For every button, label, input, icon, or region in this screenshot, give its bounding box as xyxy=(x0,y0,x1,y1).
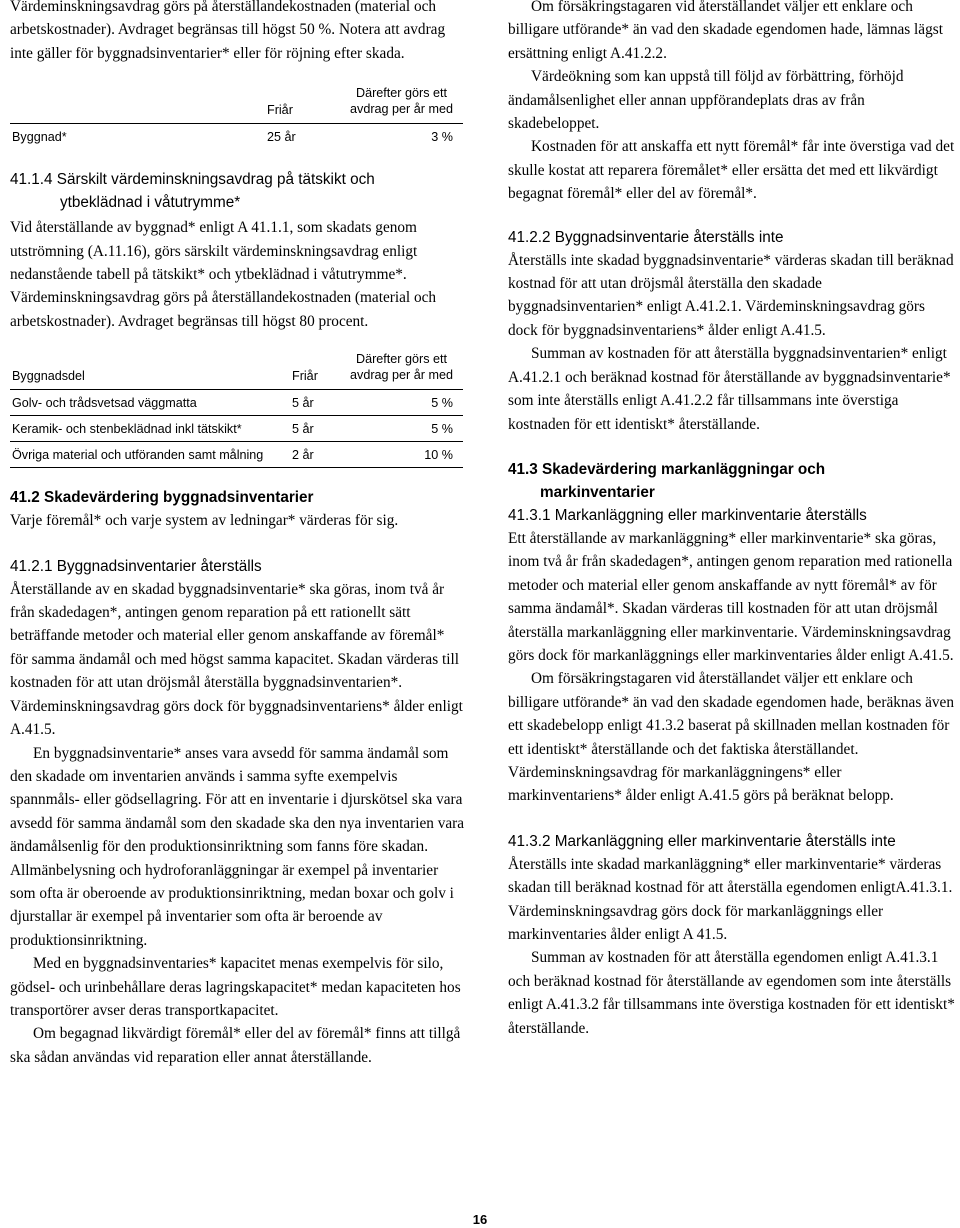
cell-friar: 5 år xyxy=(292,421,314,436)
column-header-friar: Friår xyxy=(267,103,293,118)
paragraph-right-3: Kostnaden för att anskaffa ett nytt föremål* får inte överstiga vad det skulle kostat att reparera föremålet* eller ersätta det med ett likvärdigt begagnat föremål* eller del av föremål*. xyxy=(508,138,955,203)
paragraph-right-2: Värdeökning som kan uppstå till följd av förbättring, förhöjd ändamålsenlighet eller annan uppförandeplats dras av från skadebeloppet. xyxy=(508,68,904,133)
paragraph-41-2-1-d: Om begagnad likvärdigt föremål* eller del av föremål* finns att tillgå ska sådan användas vid reparation eller annat återställande. xyxy=(10,1025,461,1066)
row-friar: 25 år xyxy=(267,130,296,145)
paragraph-41-3-2-a: Återställs inte skadad markanläggning* eller markinventarie* värderas skadan till beräknad kostnad för att återställa egendomen enligtA.41.3.1. Värdeminskningsavdrag görs dock för markanläggnings eller markinventaries ålder enligt A 41.5. xyxy=(508,855,953,943)
column-header-avdrag-line2: avdrag per år med xyxy=(350,368,453,383)
heading-41-2: 41.2 Skadevärdering byggnadsinventarier xyxy=(10,489,314,507)
heading-41-2-2: 41.2.2 Byggnadsinventarie återställs inte xyxy=(508,228,784,246)
heading-41-3-2: 41.3.2 Markanläggning eller markinventarie återställs inte xyxy=(508,832,896,850)
depreciation-table-building xyxy=(10,85,463,144)
column-header-byggnadsdel: Byggnadsdel xyxy=(12,369,85,384)
cell-friar: 5 år xyxy=(292,395,314,410)
table-header-row xyxy=(10,351,463,390)
cell-avdrag: 5 % xyxy=(431,421,453,436)
table-header-row xyxy=(10,85,463,124)
table-row xyxy=(10,442,463,468)
column-header-avdrag-line1: Därefter görs ett xyxy=(356,86,447,101)
depreciation-table-wetroom xyxy=(10,351,463,468)
heading-41-3-line1: 41.3 Skadevärdering markanläggningar och xyxy=(508,460,826,478)
paragraph-right-1: Om försäkringstagaren vid återställandet väljer ett enklare och billigare utförande* än vad den skadade egendomen hade, lämnas lägst ersättning enligt A.41.2.2. xyxy=(508,0,943,62)
heading-41-1-4 xyxy=(10,168,465,214)
table-row xyxy=(10,390,463,416)
cell-del: Keramik- och stenbeklädnad inkl tätskikt* xyxy=(12,421,242,436)
column-header-friar: Friår xyxy=(292,369,318,384)
heading-41-3-1: 41.3.1 Markanläggning eller markinventarie återställs xyxy=(508,506,867,524)
paragraph-41-2-1-b: En byggnadsinventarie* anses vara avsedd för samma ändamål som den skadade om inventarien används i samma syfte exempelvis spannmåls- eller gödsellagring. För att en inventarie i djurskötsel ska vara avsedd för samma ändamål som den skadade ska den nya inventarien vara ändamålsenlig för den produktionsinriktning som fanns före skadan. Allmänbelysning och hydroforanläggningar är exempel på inventarier som ofta är oberoende av produktionsinriktning, medan boxar och golv i djurstallar är exempel på inventarier som ofta är beroende av produktionsinriktning. xyxy=(10,744,465,949)
paragraph-41-2: Varje föremål* och varje system av ledningar* värderas för sig. xyxy=(10,512,399,530)
heading-41-1-4-line2: ytbeklädnad i våtutrymme* xyxy=(60,194,241,212)
paragraph-41-2-2-b: Summan av kostnaden för att återställa byggnadsinventarien* enligt A.41.2.1 och beräknad kostnad för återställande av byggnadsinventarie* som inte återställs enligt A.41.2.2 får tillsammans inte överstiga kostnaden för ett identiskt* återställande. xyxy=(508,345,951,433)
paragraph-41-2-1-c: Med en byggnadsinventaries* kapacitet menas exempelvis för silo, gödsel- och urinbehållare deras lagringskapacitet* medan kapaciteten hos transportörer avser deras transportkapacitet. xyxy=(10,955,461,1019)
paragraph-41-1-4: Vid återställande av byggnad* enligt A 41.1.1, som skadats genom utströmning (A.11.16), görs särskilt värdeminskningsavdrag enligt nedanstående tabell på tätskikt* och ytbeklädnad i våtutrymme*. Värdeminskningsavdrag görs på återställandekostnaden (material och arbetskostnader). Avdraget begränsas till högst 80 procent. xyxy=(10,219,437,330)
paragraph-41-2-2-a: Återställs inte skadad byggnadsinventarie* värderas skadan till beräknad kostnad för att utan dröjsmål återställa den skadade byggnadsinventarien* enligt A.41.2.1. Värdeminskningsavdrag görs dock för byggnadsinventariens* ålder enligt A.41.5. xyxy=(508,251,954,339)
cell-avdrag: 10 % xyxy=(424,447,453,462)
cell-avdrag: 5 % xyxy=(431,395,453,410)
paragraph-41-3-2-b: Summan av kostnaden för att återställa egendomen enligt A.41.3.1 och beräknad kostnad för återställande av egendomen som inte återställs enligt A.41.3.2 får tillsammans inte överstiga kostnaden för ett identiskt* återställande. xyxy=(508,949,955,1037)
row-label: Byggnad* xyxy=(12,130,67,145)
column-header-avdrag-line2: avdrag per år med xyxy=(350,102,453,117)
heading-41-3-line2: markinventarier xyxy=(540,483,655,501)
row-avdrag: 3 % xyxy=(431,130,453,145)
column-header-avdrag xyxy=(340,351,463,390)
paragraph-41-2-1-a: Återställande av en skadad byggnadsinventarie* ska göras, inom två år från skadedagen*, antingen genom reparation på ett rationellt sätt beträffande metoder och material eller genom anskaffande av föremål* för samma ändamål och med högst samma kapacitet. Skadan värderas till kostnaden för att utan dröjsmål återställa byggnadsinventarien*. Värdeminskningsavdrag görs dock för byggnadsinventariens* ålder enligt A.41.5. xyxy=(10,580,463,739)
page-number: 16 xyxy=(472,1212,488,1227)
cell-del: Övriga material och utföranden samt målning xyxy=(12,447,264,462)
table-bottom-rule xyxy=(10,468,463,469)
paragraph-41-3-1-a: Ett återställande av markanläggning* eller markinventarie* ska göras, inom två år från skadedagen*, antingen genom reparation med rationella metoder och material eller genom anskaffande av nytt föremål* av för samma ändamål*. Skadan värderas till kostnaden för att utan dröjsmål återställa markanläggning eller markinventarie. Värdeminskningsavdrag görs dock för markanläggnings eller markinventaries ålder enligt A.41.5. xyxy=(508,529,954,664)
heading-41-3 xyxy=(508,458,956,504)
heading-41-2-1: 41.2.1 Byggnadsinventarier återställs xyxy=(10,557,262,575)
intro-paragraph: Värdeminskningsavdrag görs på återställandekostnaden (material och arbetskostnader). Avdraget begränsas till högst 50 %. Notera att avdrag inte gäller för byggnadsinventarier* eller för röjning efter skada. xyxy=(10,0,446,62)
cell-friar: 2 år xyxy=(292,447,314,462)
right-column xyxy=(508,0,956,1040)
table-row xyxy=(10,416,463,442)
cell-del: Golv- och trådsvetsad väggmatta xyxy=(12,395,197,410)
paragraph-41-3-1-b: Om försäkringstagaren vid återställandet väljer ett enklare och billigare utförande* än vad den skadade egendomen hade, beräknas även ett skadebelopp enligt 41.3.2 baserat på skillnaden mellan kostnaden för ett identiskt* återställande och det faktiska återställandet. Värdeminskningsavdrag för markanläggningens* eller markinventariens* ålder enligt A.41.5 görs på beräknat belopp. xyxy=(508,670,954,805)
column-header-avdrag xyxy=(340,85,463,124)
left-column xyxy=(10,0,465,1069)
table-row xyxy=(10,124,463,145)
heading-41-1-4-line1: 41.1.4 Särskilt värdeminskningsavdrag på tätskikt och xyxy=(10,171,375,189)
column-header-avdrag-line1: Därefter görs ett xyxy=(356,352,447,367)
